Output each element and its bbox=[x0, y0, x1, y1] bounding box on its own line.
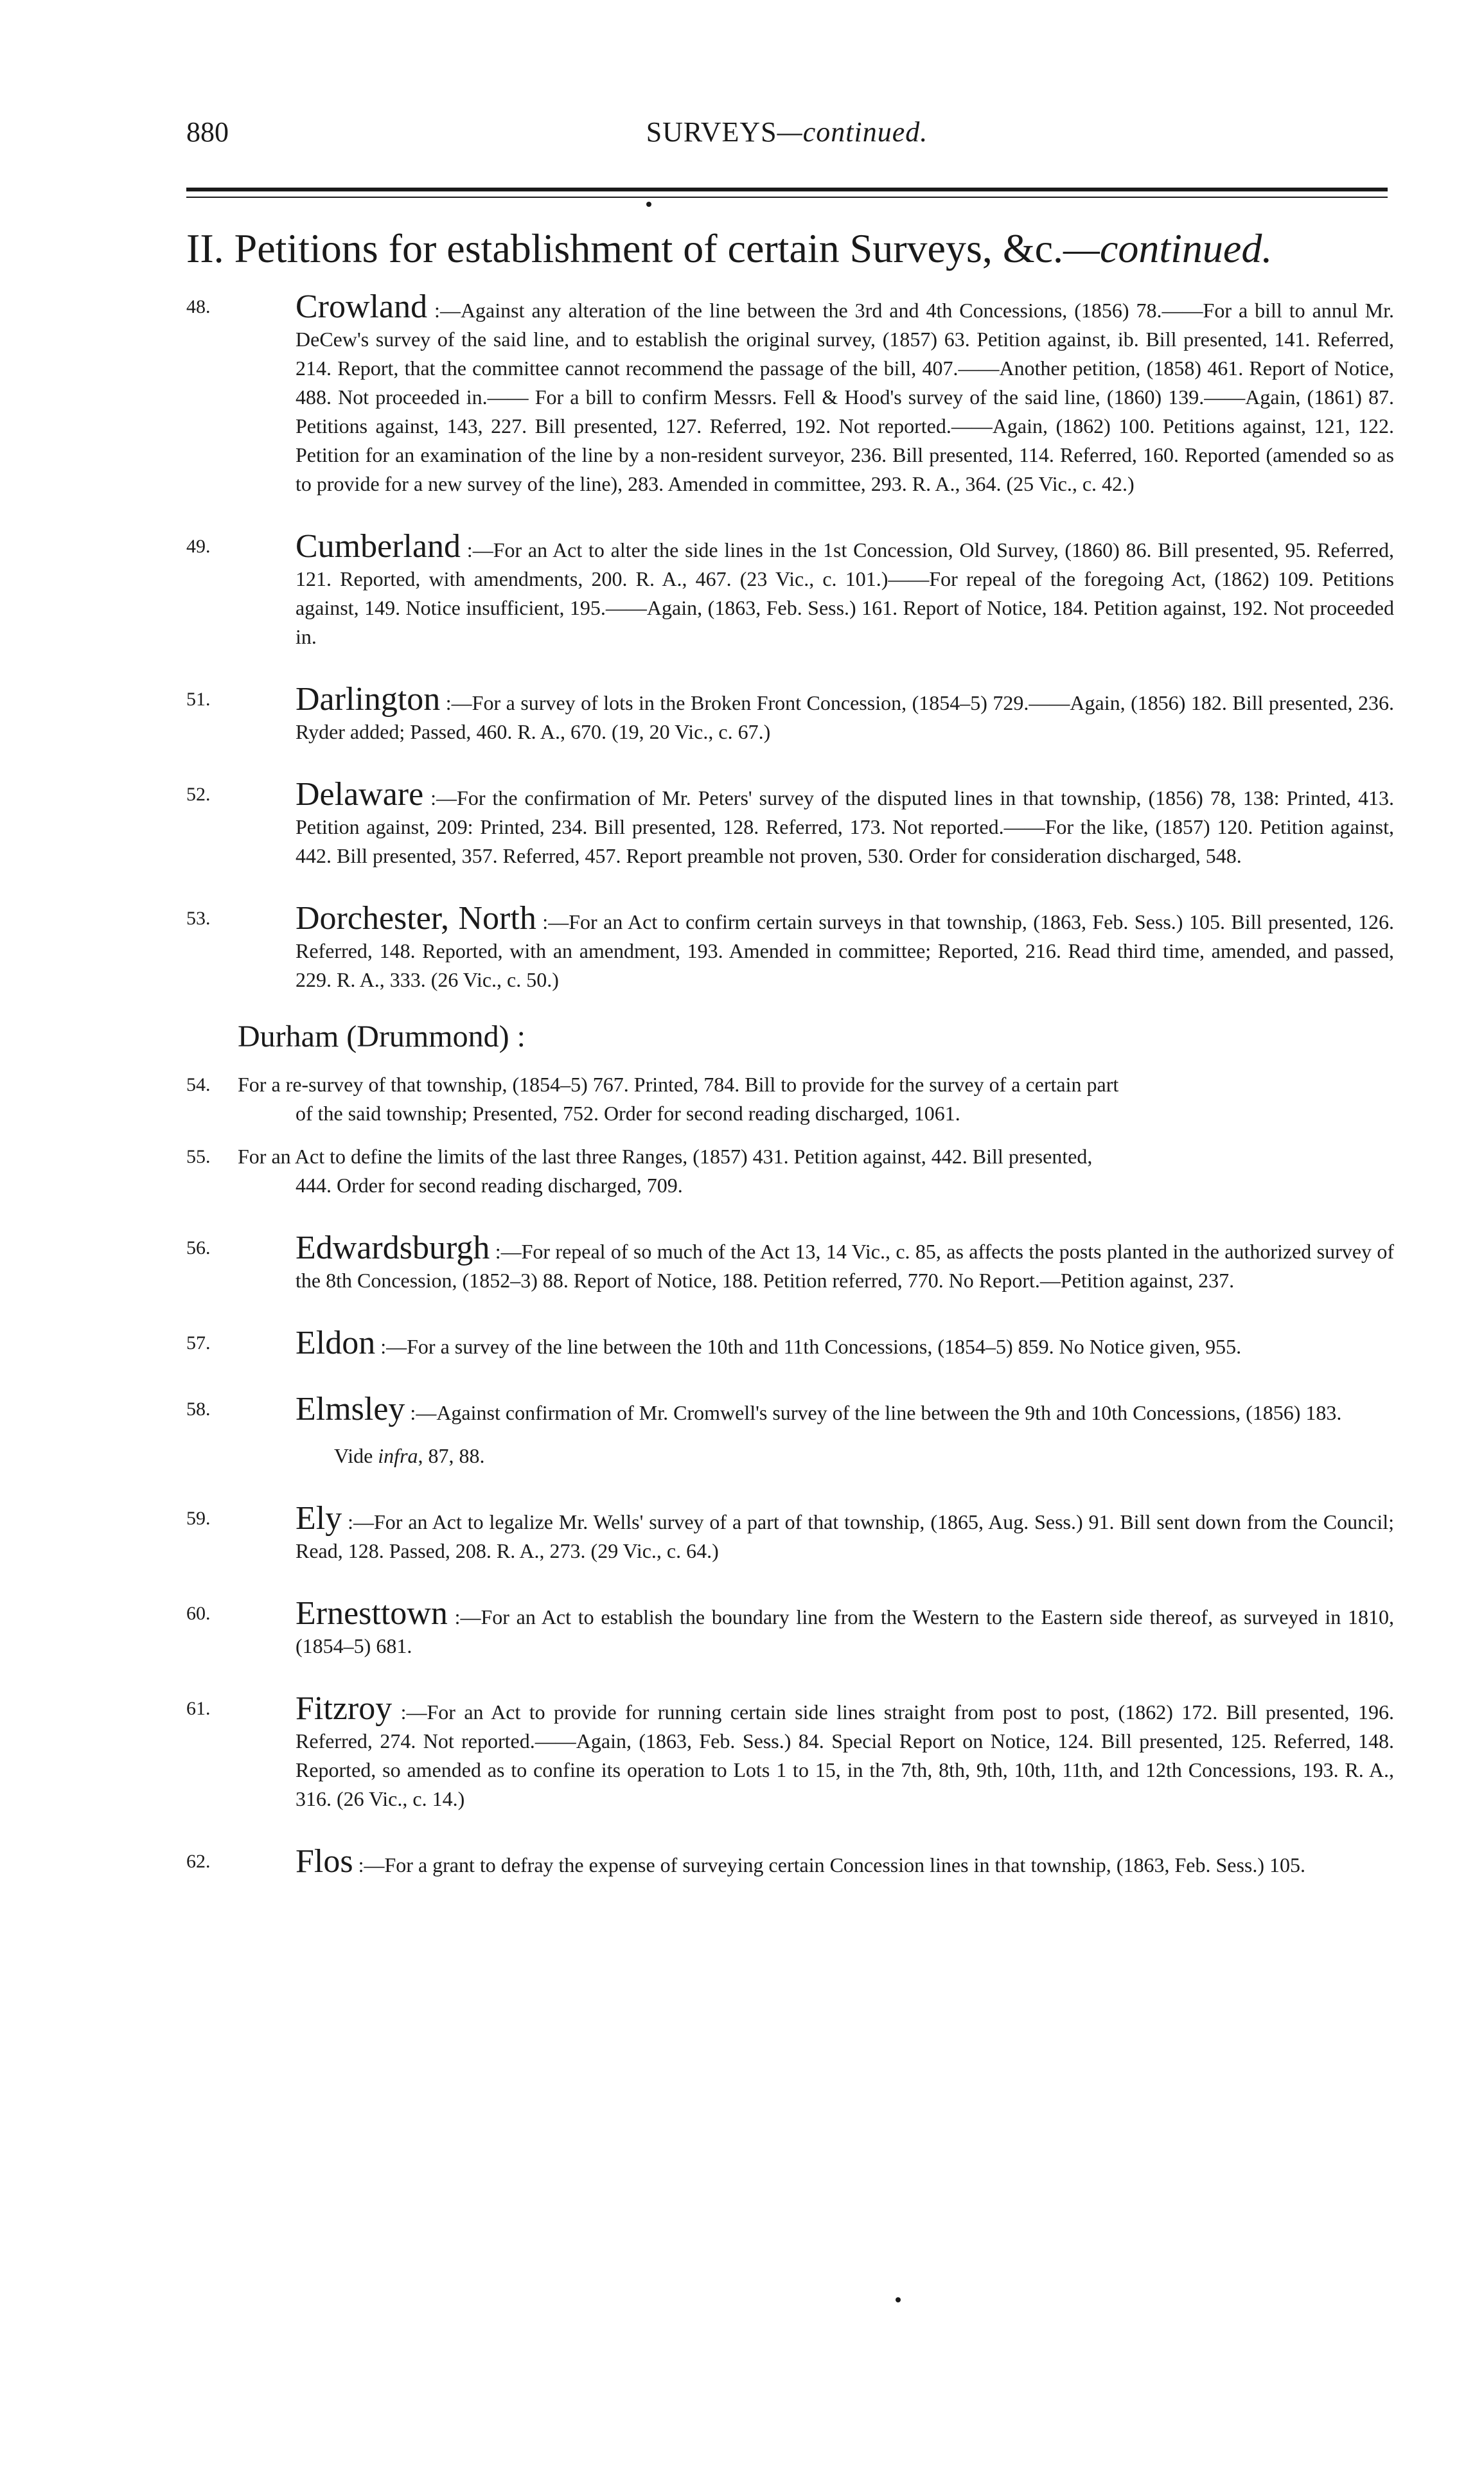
entry-text: For an Act to define the limits of the last three Ranges, (1857) 431. Petition against, 442. Bill presented, bbox=[238, 1145, 1093, 1168]
entry-number: 61. bbox=[186, 1698, 211, 1719]
entry-number: 56. bbox=[186, 1237, 211, 1258]
entry-number: 53. bbox=[186, 908, 211, 929]
running-head bbox=[186, 116, 1388, 167]
entry-text: :—For repeal of so much of the Act 13, 14 Vic., c. 85, as affects the posts planted in the authorized survey of the 8th Concession, (1852–3) 88. Report of Notice, 188. Petition referred, 770. No Report.—Petition against, 237. bbox=[296, 1240, 1394, 1292]
entry-name: Dorchester, North bbox=[296, 900, 536, 937]
entry-text: :—For an Act to legalize Mr. Wells' survey of a part of that township, (1865, Aug. Sess.) 91. Bill sent down from the Council; Read, 128. Passed, 208. R. A., 273. (29 Vic., c. 64.) bbox=[296, 1510, 1394, 1562]
print-speck bbox=[896, 2297, 901, 2302]
entry-name: Ernesttown bbox=[296, 1595, 448, 1632]
entry-name: Delaware bbox=[296, 776, 424, 813]
entry-number: 57. bbox=[186, 1332, 211, 1354]
entry-number: 59. bbox=[186, 1508, 211, 1529]
entry-ely bbox=[186, 1500, 1394, 1566]
section-heading bbox=[186, 225, 1407, 272]
entry-darlington bbox=[186, 681, 1394, 746]
entry-name: Darlington bbox=[296, 681, 441, 718]
entry-name: Flos bbox=[296, 1843, 353, 1880]
entry-eldon bbox=[186, 1325, 1394, 1361]
running-title-suffix: —continued. bbox=[777, 116, 928, 148]
entry-number: 51. bbox=[186, 689, 211, 710]
entry-delaware bbox=[186, 776, 1394, 870]
entry-elmsley bbox=[186, 1391, 1394, 1427]
entry-number: 62. bbox=[186, 1851, 211, 1872]
page-number: 880 bbox=[186, 116, 229, 148]
entry-text: :—For an Act to provide for running certain side lines straight from post to post, (1862) 172. Bill presented, 196. Referred, 274. Not reported.——Again, (1863, Feb. Sess.) 84. Special Report on Notice, 124. Bill presented, 125. Referred, 148. Reported, so amended as to confine its operation to Lots 1 to 15, in the 7th, 8th, 9th, 10th, 11th, and 12th Concessions, 193. R. A., 316. (26 Vic., c. 14.) bbox=[296, 1700, 1394, 1810]
print-speck bbox=[646, 202, 651, 207]
entries-list bbox=[186, 288, 1395, 1880]
entry-flos bbox=[186, 1843, 1394, 1880]
entry-number: 54. bbox=[186, 1074, 211, 1095]
entry-name: Edwardsburgh bbox=[296, 1230, 490, 1266]
entry-crowland bbox=[186, 288, 1394, 499]
entry-name: Ely bbox=[296, 1500, 342, 1537]
entry-number: 60. bbox=[186, 1603, 211, 1624]
entry-text: :—For an Act to alter the side lines in the 1st Concession, Old Survey, (1860) 86. Bill presented, 95. Referred, 121. Reported, with amendments, 200. R. A., 467. (23 Vic., c. 101.)——For repeal of the foregoing Act, (1862) 109. Petitions against, 149. Notice insufficient, 195.——Again, (1863, Feb. Sess.) 161. Report of Notice, 184. Petition against, 192. Not proceeded in. bbox=[296, 538, 1394, 648]
entry-dorchester-north bbox=[186, 900, 1395, 994]
durham-heading: Durham (Drummond) : bbox=[238, 1020, 526, 1054]
vide-italic: infra bbox=[378, 1444, 418, 1467]
entry-durham-54 bbox=[186, 1070, 1394, 1128]
entry-number: 52. bbox=[186, 784, 211, 805]
vide-suffix: , 87, 88. bbox=[418, 1444, 485, 1467]
entry-name: Fitzroy bbox=[296, 1690, 393, 1727]
entry-text: :—For a grant to defray the expense of surveying certain Concession lines in that township, (1863, Feb. Sess.) 105. bbox=[353, 1853, 1305, 1876]
entry-name: Cumberland bbox=[296, 528, 461, 565]
entry-name: Elmsley bbox=[296, 1391, 405, 1427]
entry-name: Crowland bbox=[296, 288, 428, 325]
entry-number: 48. bbox=[186, 296, 211, 317]
entry-text: :—Against any alteration of the line between the 3rd and 4th Concessions, (1856) 78.——For a bill to annul Mr. DeCew's survey of the said line, and to establish the original survey, (1857) 63. Petition against, ib. Bill presented, 141. Referred, 214. Report, that the committee cannot recommend the passage of the bill, 407.——Another petition, (1858) 461. Report of Notice, 488. Not proceeded in.—— For a bill to confirm Messrs. Fell & Hood's survey of the said line, (1860) 139.——Again, (1861) 87. Petitions against, 143, 227. Bill presented, 127. Referred, 192. Not reported.——Again, (1862) 100. Petitions against, 121, 122. Petition for an examination of the line by a non-resident surveyor, 236. Bill presented, 114. Referred, 160. Reported (amended so as to provide for a new survey of the line), 283. Amended in committee, 293. R. A., 364. (25 Vic., c. 42.) bbox=[296, 299, 1394, 495]
entry-ernesttown bbox=[186, 1595, 1394, 1661]
entry-edwardsburgh bbox=[186, 1230, 1394, 1295]
entry-cumberland bbox=[186, 528, 1394, 651]
entry-name: Eldon bbox=[296, 1325, 376, 1361]
header-rule-thin bbox=[186, 197, 1388, 198]
entry-text: :—For a survey of the line between the 10th and 11th Concessions, (1854–5) 859. No Notice given, 955. bbox=[375, 1335, 1242, 1358]
header-rule bbox=[186, 188, 1388, 191]
section-heading-text: II. Petitions for establishment of certain Surveys, &c. bbox=[186, 225, 1064, 271]
entry-text: :—Against confirmation of Mr. Cromwell's survey of the line between the 9th and 10th Concessions, (1856) 183. bbox=[405, 1401, 1342, 1424]
vide-prefix: Vide bbox=[334, 1444, 378, 1467]
entry-text-cont: of the said township; Presented, 752. Order for second reading discharged, 1061. bbox=[296, 1102, 960, 1125]
vide-reference bbox=[186, 1442, 1394, 1470]
running-title-text: SURVEYS bbox=[646, 116, 777, 148]
entry-number: 49. bbox=[186, 536, 211, 557]
entry-durham-55 bbox=[186, 1142, 1394, 1200]
entry-text: :—For the confirmation of Mr. Peters' survey of the disputed lines in that township, (1856) 78, 138: Printed, 413. Petition against, 209: Printed, 234. Bill presented, 128. Referred, 173. Not reported.——For the like, (1857) 120. Petition against, 442. Bill presented, 357. Referred, 457. Report preamble not proven, 530. Order for consideration discharged, 548. bbox=[296, 786, 1394, 867]
entry-number: 58. bbox=[186, 1399, 211, 1420]
section-heading-suffix: —continued. bbox=[1063, 225, 1273, 271]
entry-text-cont: 444. Order for second reading discharged, 709. bbox=[296, 1174, 683, 1197]
entry-text: :—For an Act to establish the boundary line from the Western to the Eastern side thereof, as surveyed in 1810, (1854–5) 681. bbox=[296, 1605, 1394, 1657]
entry-text: For a re-survey of that township, (1854–5) 767. Printed, 784. Bill to provide for the survey of a certain part bbox=[238, 1073, 1119, 1096]
running-title bbox=[186, 116, 1388, 148]
entry-number: 55. bbox=[186, 1146, 211, 1167]
entry-fitzroy bbox=[186, 1690, 1394, 1814]
entry-text: :—For a survey of lots in the Broken Front Concession, (1854–5) 729.——Again, (1856) 182. Bill presented, 236. Ryder added; Passed, 460. R. A., 670. (19, 20 Vic., c. 67.) bbox=[296, 691, 1394, 743]
entry-text: :—For an Act to confirm certain surveys in that township, (1863, Feb. Sess.) 105. Bill presented, 126. Referred, 148. Reported, with an amendment, 193. Amended in committee; Reported, 216. Read third time, amended, and passed, 229. R. A., 333. (26 Vic., c. 50.) bbox=[296, 910, 1395, 991]
